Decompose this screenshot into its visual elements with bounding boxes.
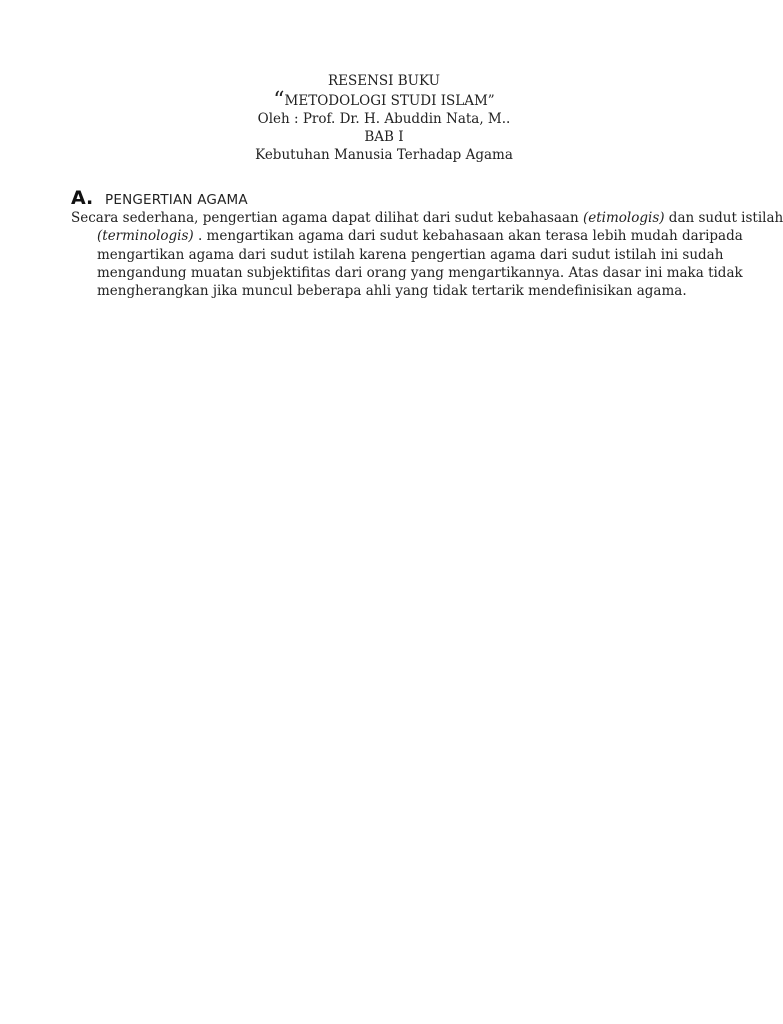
- paragraph-text: mengartikan agama dari sudut istilah karena pengertian agama dari sudut istilah ini sudah: [97, 246, 724, 263]
- paragraph-text: dan sudut istilah: [664, 210, 783, 226]
- section-heading: [71, 187, 248, 209]
- paragraph-italic-term: (etimologis): [582, 210, 665, 226]
- book-title-text: METODOLOGI STUDI ISLAM”: [284, 93, 495, 109]
- section-paragraph: [71, 209, 783, 300]
- document-type-label: RESENSI BUKU: [327, 73, 441, 89]
- paragraph-text: . mengartikan agama dari sudut kebahasaan akan terasa lebih mudah daripada: [193, 228, 743, 245]
- paragraph-line: [71, 282, 697, 300]
- section-letter: A.: [71, 187, 94, 209]
- author-line: Oleh : Prof. Dr. H. Abuddin Nata, M..: [257, 111, 511, 127]
- document-header: [0, 72, 768, 164]
- paragraph-line: [71, 246, 724, 264]
- paragraph-line: [71, 264, 743, 282]
- chapter-title: Kebutuhan Manusia Terhadap Agama: [255, 147, 513, 163]
- paragraph-text: mengandung muatan subjektifitas dari orang yang mengartikannya. Atas dasar ini maka tidak: [97, 264, 743, 281]
- paragraph-line: [71, 227, 743, 245]
- book-title-open-quote: “: [273, 88, 285, 113]
- paragraph-italic-term: (terminologis): [97, 228, 194, 245]
- paragraph-text: mengherangkan jika muncul beberapa ahli yang tidak tertarik mendefinisikan agama.: [97, 283, 687, 300]
- section-title: PENGERTIAN AGAMA: [105, 192, 248, 208]
- chapter-number: BAB I: [364, 129, 404, 145]
- book-title: [0, 88, 768, 113]
- paragraph-line: [71, 209, 783, 227]
- paragraph-text: Secara sederhana, pengertian agama dapat dilihat dari sudut kebahasaan: [71, 210, 583, 226]
